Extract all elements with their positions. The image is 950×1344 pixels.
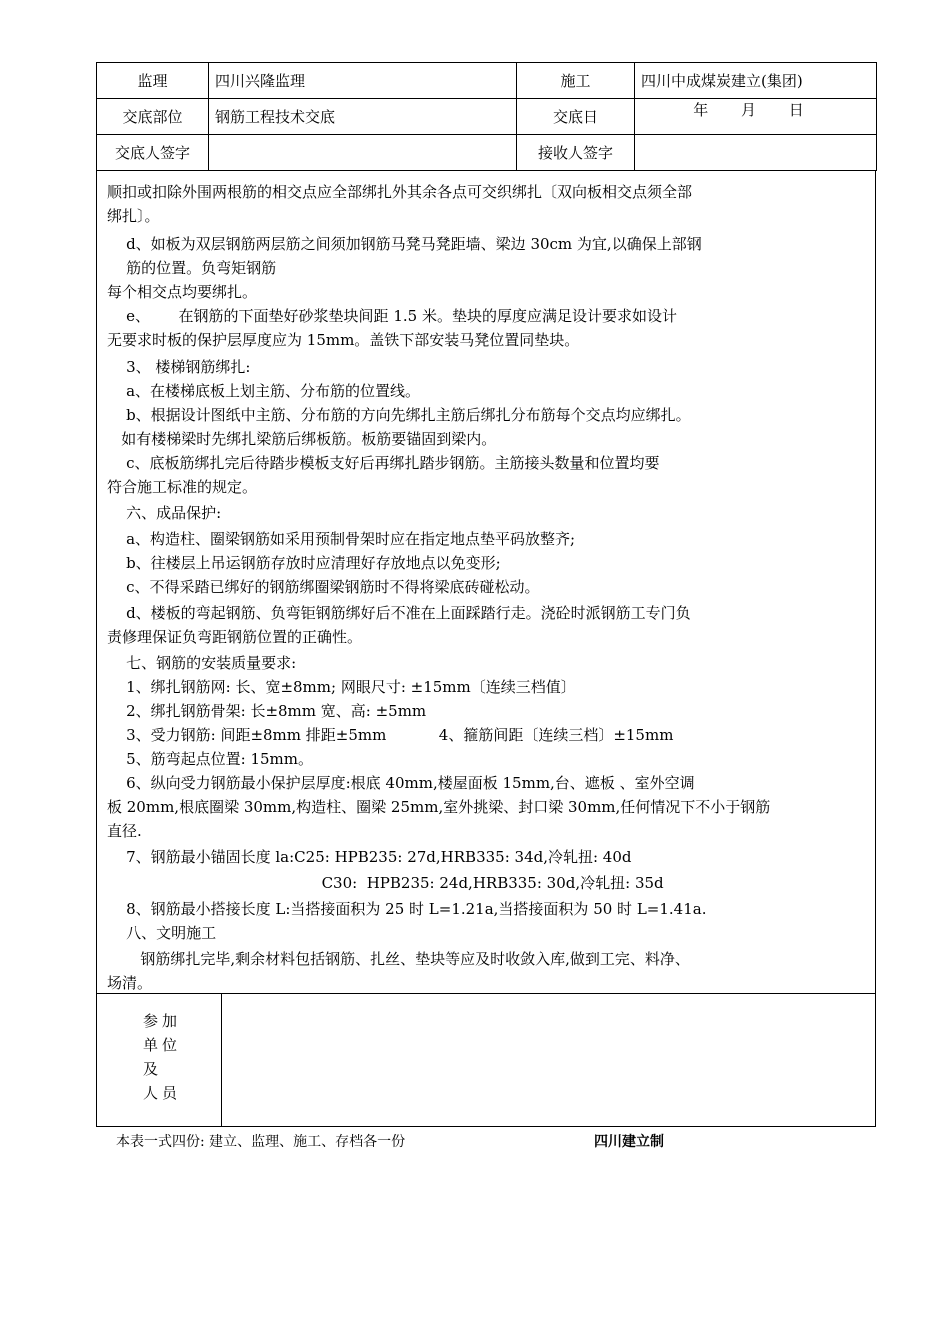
participants-field[interactable] [222,994,875,1126]
footer-maker: 四川建立制 [594,1134,664,1150]
content-line: 每个相交点均要绑扎。 [107,283,258,301]
header-row-signature [97,135,877,171]
participants-label-line: 参加 [143,1012,182,1030]
disclosure-form [96,62,876,1127]
participants-label-line: 人员 [143,1084,182,1102]
content-line: 钢筋绑扎完毕,剩余材料包括钢筋、扎丝、垫块等应及时收敛入库,做到工完、料净、 [107,950,690,968]
content-line: 责修理保证负弯距钢筋位置的正确性。 [107,628,363,646]
header-table [96,62,877,171]
supervision-label: 监理 [97,63,209,99]
content-line: c、底板筋绑扎完后待踏步模板支好后再绑扎踏步钢筋。主筋接头数量和位置均要 [107,454,660,472]
content-line: e、 在钢筋的下面垫好砂浆垫块间距 1.5 米。垫块的厚度应满足设计要求如设计 [107,307,677,325]
content-line: 5、筋弯起点位置: 15mm。 [107,750,313,768]
header-row-part [97,99,877,135]
content-line: 顺扣或扣除外围两根筋的相交点应全部绑扎外其余各点可交织绑扎〔双向板相交点须全部 [107,183,693,201]
receiver-signature-label: 接收人签字 [517,135,635,171]
receiver-signature-field[interactable] [635,135,877,171]
participants-label-line: 单位 [143,1036,182,1054]
content-line: b、根据设计图纸中主筋、分布筋的方向先绑扎主筋后绑扎分布筋每个交点均应绑扎。 [107,406,691,424]
supervision-value: 四川兴隆监理 [209,63,517,99]
content-line: 8、钢筋最小搭接长度 L:当搭接面积为 25 时 L=1.21a,当搭接面积为 50 时 L=1.41a. [107,900,707,918]
construction-label: 施工 [517,63,635,99]
construction-value: 四川中成煤炭建立(集团) [635,63,877,99]
content-line: 六、成品保护: [107,504,222,522]
participants-label-line: 及 [143,1060,163,1078]
content-line: 6、纵向受力钢筋最小保护层厚度:根底 40mm,楼屋面板 15mm,台、遮板 、室外空调 [107,774,695,792]
footer-note: 本表一式四份: 建立、监理、施工、存档各一份 [116,1134,406,1150]
content-line: 八、文明施工 [107,924,217,942]
content-line: d、楼板的弯起钢筋、负弯钜钢筋绑好后不准在上面踩踏行走。浇砼时派钢筋工专门负 [107,604,691,622]
content-line: 1、绑扎钢筋网: 长、宽±8mm; 网眼尺寸: ±15mm〔连续三档值〕 [107,678,576,696]
content-line: 7、钢筋最小锚固长度 la:C25: HPB235: 27d,HRB335: 34d,冷轧扭: 40d [107,848,632,866]
content-line: 如有楼梯梁时先绑扎梁筋后绑板筋。板筋要锚固到梁内。 [107,430,497,448]
participants-row [96,993,876,1127]
content-line: 3、受力钢筋: 间距±8mm 排距±5mm 4、箍筋间距〔连续三档〕±15mm [107,726,674,744]
disclosure-content [96,171,876,993]
content-line: 无要求时板的保护层厚度应为 15mm。盖铁下部安装马凳位置同垫块。 [107,331,580,349]
content-line: a、构造柱、圈梁钢筋如采用预制骨架时应在指定地点垫平码放整齐; [107,530,576,548]
content-line: C30: HPB235: 24d,HRB335: 30d,冷轧扭: 35d [107,874,664,892]
disclosure-date-label: 交底日 [517,99,635,135]
content-line: 符合施工标准的规定。 [107,478,258,496]
content-line: 3、 楼梯钢筋绑扎: [107,358,251,376]
participants-label [97,994,222,1126]
content-line: 绑扎〕。 [107,207,160,225]
content-line: b、往楼层上吊运钢筋存放时应清理好存放地点以免变形; [107,554,501,572]
discloser-signature-field[interactable] [209,135,517,171]
discloser-signature-label: 交底人签字 [97,135,209,171]
content-line: a、在楼梯底板上划主筋、分布筋的位置线。 [107,382,421,400]
disclosure-part-value: 钢筋工程技术交底 [209,99,517,135]
content-line: c、不得采踏已绑好的钢筋绑圈梁钢筋时不得将梁底砖碰松动。 [107,578,540,596]
content-line: 板 20mm,根底圈梁 30mm,构造柱、圈梁 25mm,室外挑梁、封口梁 30mm,任何情况下不小于钢筋 [107,798,771,816]
header-row-supervision [97,63,877,99]
content-line: 筋的位置。负弯矩钢筋 [107,259,277,277]
disclosure-part-label: 交底部位 [97,99,209,135]
content-line: 场清。 [107,974,153,992]
content-line: 2、绑扎钢筋骨架: 长±8mm 宽、高: ±5mm [107,702,427,720]
content-line: 七、钢筋的安装质量要求: [107,654,297,672]
disclosure-date-value: 年 月 日 [635,99,877,135]
content-line: 直径. [107,822,142,840]
content-line: d、如板为双层钢筋两层筋之间须加钢筋马凳马凳距墙、梁边 30cm 为宜,以确保上部钢 [107,235,702,253]
